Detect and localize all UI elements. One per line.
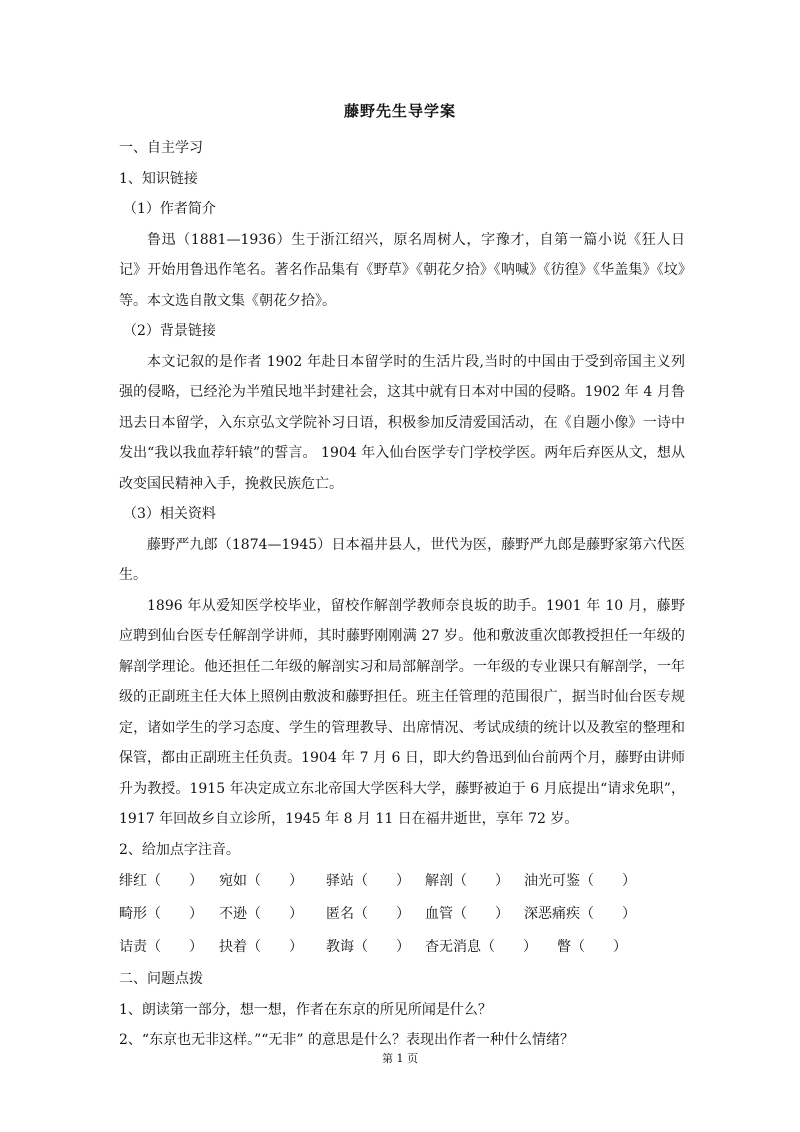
section-heading-questions: 二、问题点拨 (119, 971, 203, 987)
reference-heading: （3）相关资料 (123, 506, 216, 522)
page-number: 第 1 页 (382, 1052, 418, 1065)
background-text: 本文记叙的是作者 1902 年赴日本留学时的生活片段,当时的中国由于受到帝国主义列强的侵略，已经沦为半殖民地半封建社会，这其中就有日本对中国的侵略。1902 年 4 月鲁迅去日本留学，入东京弘文学院补习日语，积极参加反清爱国活动，在《自题小像》一诗中发出“我以我血荐轩辕”的誓言。 1904 年入仙台医学专门学校学医。两年后弃医从文，想从改变国民精神入手，挽救民族危亡。 (119, 353, 685, 492)
author-intro-heading: （1）作者简介 (123, 201, 216, 217)
subheading-knowledge-links: 1、知识链接 (119, 170, 198, 187)
author-intro-text: 鲁迅（1881—1936）生于浙江绍兴，原名周树人，字豫才，自第一篇小说《狂人日记》开始用鲁迅作笔名。著名作品集有《野草》《朝花夕拾》《呐喊》《彷徨》《华盖集》《坟》等。本文选自散文集《朝花夕拾》。 (119, 231, 685, 309)
pinyin-row (119, 898, 685, 931)
reference-text-2: 1896 年从爱知医学校毕业，留校作解剖学教师奈良坂的助手。1901 年 10 月，藤野应聘到仙台医专任解剖学讲师，其时藤野刚刚满 27 岁。他和敷波重次郎教授担任一年级的解剖学理论。他还担任二年级的解剖实习和局部解剖学。一年级的专业课只有解剖学，一年级的正副班主任大体上照例由敷波和藤野担任。班主任管理的范围很广，据当时仙台医专规定，诸如学生的学习态度、学生的管理教导、出席情况、考试成绩的统计以及教室的整理和保管，都由正副班主任负责。1904 年 7 月 6 日，即大约鲁迅到仙台前两个月，藤野由讲师升为教授。1915 年决定成立东北帝国大学医科大学，藤野被迫于 6 月底提出“请求免职”，1917 年回故乡自立诊所，1945 年 8 月 11 日在福井逝世，享年 72 岁。 (119, 597, 685, 827)
pinyin-item: 诘责（ ） (119, 939, 203, 956)
pinyin-item: 不逊（ ） (219, 906, 303, 923)
question-2: 2、“东京也无非这样。”“无非” 的意思是什么？表现出作者一种什么情绪？ (119, 1032, 574, 1048)
pinyin-row (119, 865, 685, 898)
pinyin-item: 油光可鉴（ ） (524, 873, 636, 890)
pinyin-item: 绯红（ ） (119, 873, 203, 890)
pinyin-row (119, 931, 685, 964)
document-title: 藤野先生导学案 (343, 102, 456, 120)
question-1: 1、朗读第一部分，想一想，作者在东京的所见所闻是什么？ (119, 1001, 492, 1018)
pinyin-item: 教诲（ ） (326, 939, 410, 956)
section-heading-self-study: 一、自主学习 (119, 140, 203, 156)
reference-text-1: 藤野严九郎（1874—1945）日本福井县人，世代为医，藤野严九郎是藤野家第六代医生。 (119, 536, 685, 583)
document-body (119, 133, 685, 1056)
pinyin-item: 瞥（ ） (557, 939, 627, 956)
pinyin-item: 深恶痛疾（ ） (524, 906, 636, 923)
pinyin-item: 匿名（ ） (326, 906, 410, 923)
pinyin-item: 血管（ ） (425, 906, 509, 923)
pinyin-item: 杳无消息（ ） (425, 939, 537, 956)
pinyin-exercise-heading: 2、给加点字注音。 (119, 841, 240, 858)
pinyin-item: 宛如（ ） (219, 873, 303, 890)
pinyin-item: 驿站（ ） (326, 873, 410, 890)
pinyin-item: 解剖（ ） (425, 873, 509, 890)
pinyin-exercise (119, 865, 685, 964)
background-heading: （2）背景链接 (123, 323, 216, 339)
pinyin-item: 畸形（ ） (119, 906, 203, 923)
pinyin-item: 抉着（ ） (219, 939, 303, 956)
